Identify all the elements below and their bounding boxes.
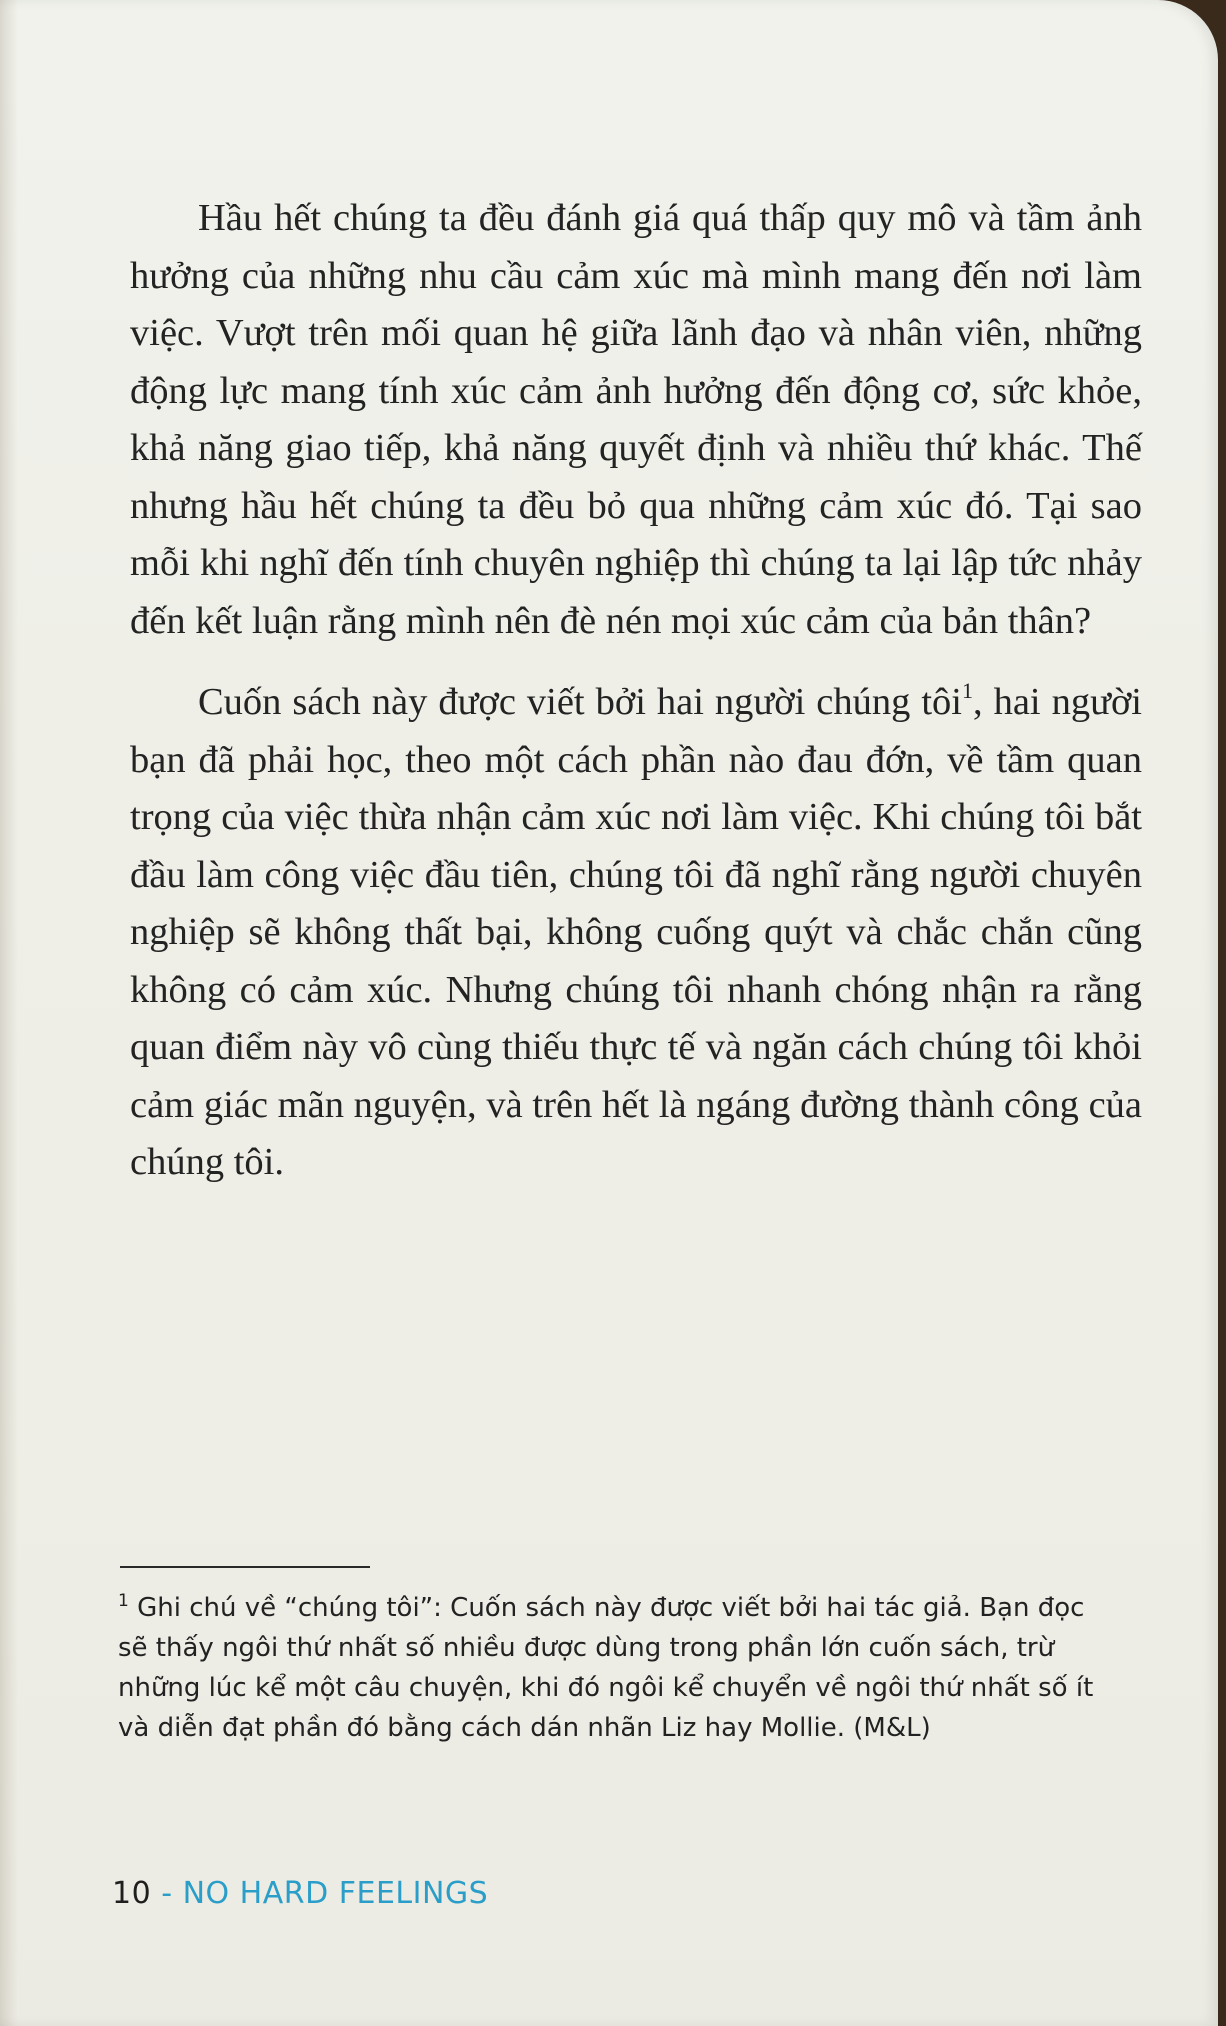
paragraph-2 [130, 674, 1142, 1192]
page-number: 10 [112, 1876, 152, 1911]
footer-separator: - [151, 1876, 183, 1911]
footnote [118, 1588, 1118, 1748]
paragraph-1 [130, 190, 1142, 650]
paragraph-1-text: Hầu hết chúng ta đều đánh giá quá thấp quy mô và tầm ảnh hưởng của những nhu cầu cảm xúc mà mình mang đến nơi làm việc. Vượt trên mối quan hệ giữa lãnh đạo và nhân viên, những động lực mang tính xúc cảm ảnh hưởng đến động cơ, sức khỏe, khả năng giao tiếp, khả năng quyết định và nhiều thứ khác. Thế nhưng hầu hết chúng ta đều bỏ qua những cảm xúc đó. Tại sao mỗi khi nghĩ đến tính chuyên nghiệp thì chúng ta lại lập tức nhảy đến kết luận rằng mình nên đè nén mọi xúc cảm của bản thân? [130, 197, 1142, 642]
footnote-divider [120, 1566, 370, 1568]
footnote-reference: 1 [961, 678, 973, 703]
paragraph-2-text-after: , hai người bạn đã phải học, theo một cách phần nào đau đớn, về tầm quan trọng của việc thừa nhận cảm xúc nơi làm việc. Khi chúng tôi bắt đầu làm công việc đầu tiên, chúng tôi đã nghĩ rằng người chuyên nghiệp sẽ không thất bại, không cuống quýt và chắc chắn cũng không có cảm xúc. Nhưng chúng tôi nhanh chóng nhận ra rằng quan điểm này vô cùng thiếu thực tế và ngăn cách chúng tôi khỏi cảm giác mãn nguyện, và trên hết là ngáng đường thành công của chúng tôi. [130, 681, 1142, 1183]
main-text-block [130, 190, 1142, 1192]
running-book-title: NO HARD FEELINGS [182, 1876, 489, 1911]
footnote-text: Ghi chú về “chúng tôi”: Cuốn sách này được viết bởi hai tác giả. Bạn đọc sẽ thấy ngôi thứ nhất số nhiều được dùng trong phần lớn cuốn sách, trừ những lúc kể một câu chuyện, khi đó ngôi kể chuyển về ngôi thứ nhất số ít và diễn đạt phần đó bằng cách dán nhãn Liz hay Mollie. (M&L) [118, 1593, 1094, 1743]
page-gutter-shadow [0, 0, 18, 2026]
paragraph-2-text-before: Cuốn sách này được viết bởi hai người chúng tôi [198, 681, 962, 723]
page-footer [112, 1876, 488, 1911]
footnote-mark: 1 [118, 1591, 129, 1611]
